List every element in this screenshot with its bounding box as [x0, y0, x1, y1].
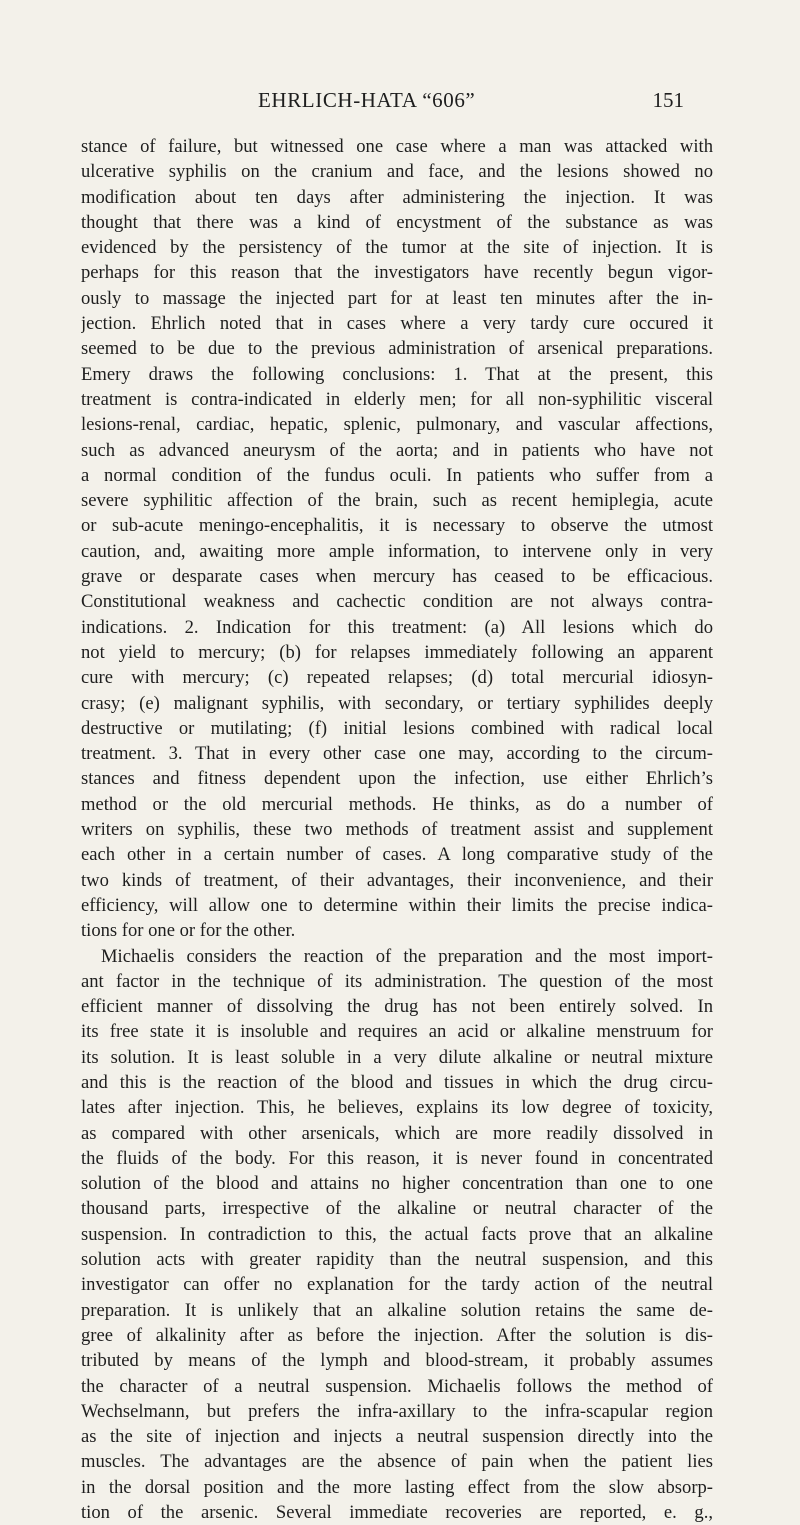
- text-line: tion of the arsenic. Several immediate recoveries are reported, e. g.,: [81, 1502, 713, 1524]
- text-line: the fluids of the body. For this reason, it is never found in concentrated: [81, 1147, 713, 1169]
- text-line: treatment. 3. That in every other case one may, according to the circum-: [81, 743, 713, 765]
- text-line: efficient manner of dissolving the drug has not been entirely solved. In: [81, 996, 713, 1018]
- text-line: treatment is contra-indicated in elderly men; for all non-syphilitic visceral: [81, 388, 713, 410]
- text-line: muscles. The advantages are the absence of pain when the patient lies: [81, 1451, 713, 1473]
- text-line: ously to massage the injected part for at least ten minutes after the in-: [81, 287, 713, 309]
- text-line: two kinds of treatment, of their advantages, their inconvenience, and their: [81, 869, 713, 891]
- text-line: efficiency, will allow one to determine within their limits the precise indica-: [81, 894, 713, 916]
- text-line: method or the old mercurial methods. He thinks, as do a number of: [81, 793, 713, 815]
- text-line: ulcerative syphilis on the cranium and face, and the lesions showed no: [81, 161, 713, 183]
- text-line: jection. Ehrlich noted that in cases where a very tardy cure occured it: [81, 313, 713, 335]
- text-line: its free state it is insoluble and requires an acid or alkaline menstruum for: [81, 1021, 713, 1043]
- text-line: cure with mercury; (c) repeated relapses; (d) total mercurial idiosyn-: [81, 667, 713, 689]
- text-line: gree of alkalinity after as before the injection. After the solution is dis-: [81, 1324, 713, 1346]
- text-line: thought that there was a kind of encystment of the substance as was: [81, 211, 713, 233]
- text-line: ant factor in the technique of its administration. The question of the most: [81, 970, 713, 992]
- text-line: preparation. It is unlikely that an alkaline solution retains the same de-: [81, 1299, 713, 1321]
- text-line: Wechselmann, but prefers the infra-axillary to the infra-scapular region: [81, 1400, 713, 1422]
- text-line: lates after injection. This, he believes, explains its low degree of toxicity,: [81, 1097, 713, 1119]
- text-line: grave or desparate cases when mercury has ceased to be efficacious.: [81, 566, 713, 588]
- text-line: destructive or mutilating; (f) initial lesions combined with radical local: [81, 717, 713, 739]
- text-line: lesions-renal, cardiac, hepatic, splenic, pulmonary, and vascular affections,: [81, 414, 713, 436]
- text-line: not yield to mercury; (b) for relapses immediately following an apparent: [81, 641, 713, 663]
- text-line: such as advanced aneurysm of the aorta; and in patients who have not: [81, 439, 713, 461]
- text-line: the character of a neutral suspension. Michaelis follows the method of: [81, 1375, 713, 1397]
- text-line: crasy; (e) malignant syphilis, with secondary, or tertiary syphilides deeply: [81, 692, 713, 714]
- text-line: in the dorsal position and the more lasting effect from the slow absorp-: [81, 1476, 713, 1498]
- text-line: evidenced by the persistency of the tumor at the site of injection. It is: [81, 237, 713, 259]
- text-line: severe syphilitic affection of the brain, such as recent hemiplegia, acute: [81, 490, 713, 512]
- text-line: as compared with other arsenicals, which are more readily dissolved in: [81, 1122, 713, 1144]
- text-line: suspension. In contradiction to this, the actual facts prove that an alkaline: [81, 1223, 713, 1245]
- text-line: stances and fitness dependent upon the infection, use either Ehrlich’s: [81, 768, 713, 790]
- paragraph-start-line: Michaelis considers the reaction of the preparation and the most import-: [101, 945, 713, 967]
- text-line: perhaps for this reason that the investigators have recently begun vigor-: [81, 262, 713, 284]
- text-line: investigator can offer no explanation for the tardy action of the neutral: [81, 1274, 713, 1296]
- page-number: 151: [652, 88, 684, 112]
- text-line: writers on syphilis, these two methods of treatment assist and supplement: [81, 819, 713, 841]
- text-line: tributed by means of the lymph and blood-stream, it probably assumes: [81, 1350, 713, 1372]
- text-line: caution, and, awaiting more ample information, to intervene only in very: [81, 540, 713, 562]
- text-line: Constitutional weakness and cachectic condition are not always contra-: [81, 591, 713, 613]
- text-line: or sub-acute meningo-encephalitis, it is necessary to observe the utmost: [81, 515, 713, 537]
- text-line: solution acts with greater rapidity than the neutral suspension, and this: [81, 1249, 713, 1271]
- text-line: a normal condition of the fundus oculi. In patients who suffer from a: [81, 464, 713, 486]
- text-line: modification about ten days after administering the injection. It was: [81, 186, 713, 208]
- text-line: Emery draws the following conclusions: 1. That at the present, this: [81, 363, 713, 385]
- text-line: thousand parts, irrespective of the alkaline or neutral character of the: [81, 1198, 713, 1220]
- text-line: solution of the blood and attains no higher concentration than one to one: [81, 1173, 713, 1195]
- text-line: stance of failure, but witnessed one case where a man was attacked with: [81, 136, 713, 157]
- running-title: EHRLICH-HATA “606”: [258, 88, 476, 112]
- text-line: each other in a certain number of cases. A long comparative study of the: [81, 844, 713, 866]
- running-head: [0, 88, 800, 118]
- body-text: [81, 134, 713, 1525]
- text-line: seemed to be due to the previous administration of arsenical preparations.: [81, 338, 713, 360]
- text-line: and this is the reaction of the blood and tissues in which the drug circu-: [81, 1071, 713, 1093]
- paragraph-end-line: tions for one or for the other.: [81, 920, 296, 942]
- text-line: as the site of injection and injects a neutral suspension directly into the: [81, 1426, 713, 1448]
- text-line: indications. 2. Indication for this treatment: (a) All lesions which do: [81, 616, 713, 638]
- text-line: its solution. It is least soluble in a very dilute alkaline or neutral mixture: [81, 1046, 713, 1068]
